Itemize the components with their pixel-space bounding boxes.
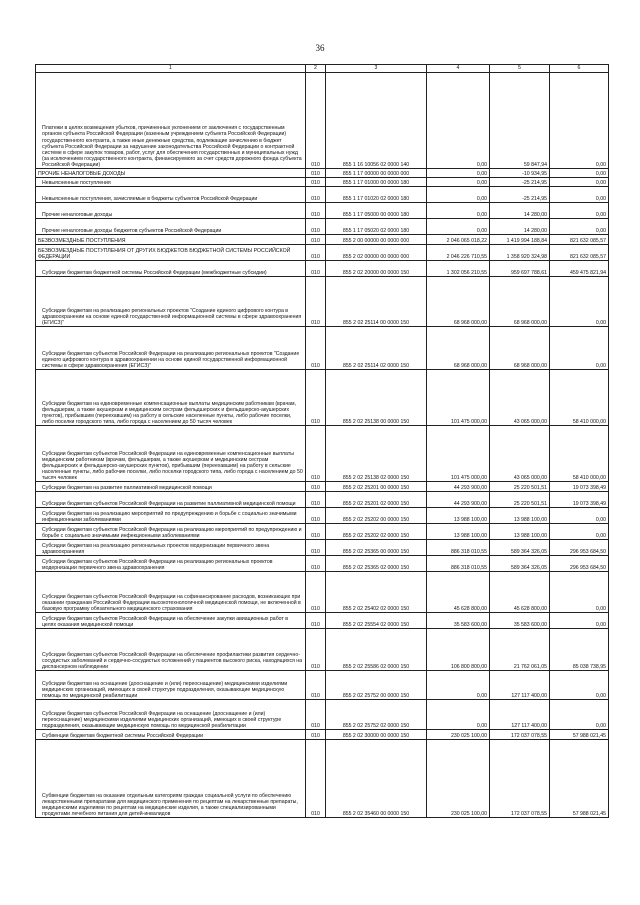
row-unexecuted-value: 0,00 <box>550 219 609 235</box>
row-plan-value: 0,00 <box>427 203 490 219</box>
row-code: 010 <box>306 730 326 740</box>
row-name: Платежи в целях возмещения убытков, причиненных уклонением от заключения с государственным органом субъекта Российской Федерации (казенным учреждением субъекта Российской Федерации) государственного контракта, а также иные денежные средства, подлежащие зачислению в бюджет субъекта Российской Федерации за нарушение законодательства Российской Федерации о контрактной системе в сфере закупок товаров, работ, услуг для обеспечения государственных и муниципальных нужд (за исключением государственного контракта, финансируемого за счет средств дорожного фонда субъекта Российской Федерации) <box>36 73 306 169</box>
table-row <box>36 700 609 730</box>
row-executed-value: 1 358 920 324,98 <box>490 245 550 261</box>
row-plan-value: 0,00 <box>427 178 490 187</box>
row-unexecuted-value: 0,00 <box>550 73 609 169</box>
row-name: Невыясненные поступления, зачисляемые в бюджеты субъектов Российской Федерации <box>36 187 306 203</box>
row-name: Прочие неналоговые доходы <box>36 203 306 219</box>
row-kbk-code: 855 2 02 25402 02 0000 150 <box>326 572 427 613</box>
row-unexecuted-value: 0,00 <box>550 187 609 203</box>
row-executed-value: 68 968 000,00 <box>490 277 550 327</box>
row-plan-value: 68 968 000,00 <box>427 327 490 370</box>
row-plan-value: 0,00 <box>427 187 490 203</box>
row-unexecuted-value: 459 475 821,94 <box>550 261 609 277</box>
row-plan-value: 0,00 <box>427 219 490 235</box>
row-plan-value: 886 318 010,55 <box>427 540 490 556</box>
row-name: Субвенции бюджетам на оказание отдельным категориям граждан социальной услуги по обеспечению лекарственными препаратами для медицинского применения по рецептам на лекарственные препараты, медицинскими изделиями по рецептам на медицинские изделия, а также специализированными продуктами лечебного питания для детей-инвалидов <box>36 740 306 818</box>
row-executed-value: 127 117 400,00 <box>490 700 550 730</box>
row-kbk-code: 855 1 17 05020 02 0000 180 <box>326 219 427 235</box>
row-kbk-code: 855 2 00 00000 00 0000 000 <box>326 235 427 245</box>
row-name: Субсидии бюджетам субъектов Российской Федерации на реализацию мероприятий по предупреждению и борьбе с социально значимыми инфекционными заболеваниями <box>36 524 306 540</box>
row-plan-value: 45 628 800,00 <box>427 572 490 613</box>
table-row <box>36 178 609 187</box>
row-plan-value: 1 302 056 210,55 <box>427 261 490 277</box>
row-executed-value: 13 988 100,00 <box>490 524 550 540</box>
row-unexecuted-value: 85 038 738,95 <box>550 629 609 671</box>
row-name: Субсидии бюджетам субъектов Российской Федерации на единовременные компенсационные выплаты медицинским работникам (врачам, фельдшерам, а также акушеркам и медицинским сестрам фельдшерских и фельдшерско-акушерских пунктов), прибывшим (переехавшим) на работу в сельские населенные пункты, либо рабочие поселки, либо поселки городского типа, либо города с населением до 50 тысяч человек <box>36 426 306 482</box>
row-plan-value: 44 293 900,00 <box>427 482 490 492</box>
row-kbk-code: 855 1 16 10056 02 0000 140 <box>326 73 427 169</box>
row-unexecuted-value: 19 073 398,49 <box>550 492 609 508</box>
row-name: Субсидии бюджетам субъектов Российской Федерации на развитие паллиативной медицинской помощи <box>36 492 306 508</box>
row-code: 010 <box>306 740 326 818</box>
row-name: Прочие неналоговые доходы бюджетов субъектов Российской Федерации <box>36 219 306 235</box>
row-code: 010 <box>306 629 326 671</box>
row-kbk-code: 855 2 02 25365 02 0000 150 <box>326 556 427 572</box>
row-executed-value: -25 214,95 <box>490 187 550 203</box>
row-code: 010 <box>306 540 326 556</box>
row-unexecuted-value: 821 632 085,57 <box>550 235 609 245</box>
column-header: 6 <box>550 65 609 73</box>
row-name: Субсидии бюджетам на единовременные компенсационные выплаты медицинским работникам (врачам, фельдшерам, а также акушеркам и медицинским сестрам фельдшерских и фельдшерско-акушерских пунктов), прибывшим (переехавшим) на работу в сельские населенные пункты, либо рабочие поселки, либо поселки городского типа, либо города с населением до 50 тысяч человек <box>36 370 306 426</box>
row-plan-value: 106 800 800,00 <box>427 629 490 671</box>
row-name: Субсидии бюджетам субъектов Российской Федерации на обеспечение профилактики развития сердечно-сосудистых заболеваний и сердечно-сосудистых осложнений у пациентов высокого риска, находящихся на диспансерном наблюдении <box>36 629 306 671</box>
column-number-row <box>36 65 609 73</box>
table-row <box>36 187 609 203</box>
row-unexecuted-value: 0,00 <box>550 203 609 219</box>
row-unexecuted-value: 57 988 021,45 <box>550 730 609 740</box>
row-kbk-code: 855 2 02 25201 00 0000 150 <box>326 482 427 492</box>
row-executed-value: 589 364 326,05 <box>490 556 550 572</box>
row-executed-value: 21 762 061,05 <box>490 629 550 671</box>
row-plan-value: 101 475 000,00 <box>427 426 490 482</box>
table-row <box>36 540 609 556</box>
row-plan-value: 13 988 100,00 <box>427 508 490 524</box>
table-row <box>36 572 609 613</box>
row-unexecuted-value: 0,00 <box>550 671 609 700</box>
table-row <box>36 556 609 572</box>
row-executed-value: -10 934,95 <box>490 169 550 178</box>
column-header: 4 <box>427 65 490 73</box>
row-name: БЕЗВОЗМЕЗДНЫЕ ПОСТУПЛЕНИЯ ОТ ДРУГИХ БЮДЖЕТОВ БЮДЖЕТНОЙ СИСТЕМЫ РОССИЙСКОЙ ФЕДЕРАЦИИ <box>36 245 306 261</box>
table-row <box>36 277 609 327</box>
row-name: БЕЗВОЗМЕЗДНЫЕ ПОСТУПЛЕНИЯ <box>36 235 306 245</box>
row-unexecuted-value: 296 953 684,50 <box>550 556 609 572</box>
column-header: 1 <box>36 65 306 73</box>
table-row <box>36 740 609 818</box>
row-code: 010 <box>306 261 326 277</box>
row-name: Субсидии бюджетам субъектов Российской Федерации на реализацию региональных проектов модернизации первичного звена здравоохранения <box>36 556 306 572</box>
row-executed-value: 59 847,94 <box>490 73 550 169</box>
row-unexecuted-value: 0,00 <box>550 613 609 629</box>
row-code: 010 <box>306 524 326 540</box>
row-executed-value: 1 419 994 188,84 <box>490 235 550 245</box>
row-kbk-code: 855 2 02 25554 02 0000 150 <box>326 613 427 629</box>
row-executed-value: 68 968 000,00 <box>490 327 550 370</box>
row-code: 010 <box>306 73 326 169</box>
table-row <box>36 370 609 426</box>
row-executed-value: 589 364 326,05 <box>490 540 550 556</box>
row-plan-value: 230 025 100,00 <box>427 730 490 740</box>
row-code: 010 <box>306 426 326 482</box>
row-code: 010 <box>306 187 326 203</box>
table-row <box>36 613 609 629</box>
row-plan-value: 0,00 <box>427 169 490 178</box>
table-row <box>36 261 609 277</box>
row-name: Субсидии бюджетам субъектов Российской Федерации на обеспечение закупки авиационных работ в целях оказания медицинской помощи <box>36 613 306 629</box>
row-plan-value: 2 046 226 710,55 <box>427 245 490 261</box>
table-row <box>36 219 609 235</box>
table-row <box>36 671 609 700</box>
row-unexecuted-value: 0,00 <box>550 524 609 540</box>
row-unexecuted-value: 0,00 <box>550 327 609 370</box>
row-unexecuted-value: 0,00 <box>550 508 609 524</box>
table-row <box>36 629 609 671</box>
row-code: 010 <box>306 572 326 613</box>
table-row <box>36 482 609 492</box>
row-executed-value: 959 697 788,61 <box>490 261 550 277</box>
row-plan-value: 35 583 600,00 <box>427 613 490 629</box>
row-kbk-code: 855 1 17 05000 00 0000 180 <box>326 203 427 219</box>
table-row <box>36 524 609 540</box>
row-unexecuted-value: 296 953 684,50 <box>550 540 609 556</box>
table-row <box>36 426 609 482</box>
row-code: 010 <box>306 235 326 245</box>
row-kbk-code: 855 2 02 25365 00 0000 150 <box>326 540 427 556</box>
row-name: Субвенции бюджетам бюджетной системы Российской Федерации <box>36 730 306 740</box>
row-executed-value: 25 220 501,51 <box>490 492 550 508</box>
row-plan-value: 886 318 010,55 <box>427 556 490 572</box>
row-code: 010 <box>306 482 326 492</box>
row-plan-value: 0,00 <box>427 671 490 700</box>
row-name: Субсидии бюджетам субъектов Российской Федерации на реализацию региональных проектов "Создание единого цифрового контура в здравоохранении на основе единой государственной информационной системы в сфере здравоохранения (ЕГИСЗ)" <box>36 327 306 370</box>
table-row <box>36 492 609 508</box>
row-plan-value: 0,00 <box>427 73 490 169</box>
row-executed-value: 35 583 600,00 <box>490 613 550 629</box>
row-kbk-code: 855 2 02 25114 00 0000 150 <box>326 277 427 327</box>
row-name: Субсидии бюджетам субъектов Российской Федерации на оснащение (дооснащение и (или) переоснащение) медицинскими изделиями медицинских организаций, имеющих в своей структуре подразделения, оказывающие медицинскую помощь по медицинской реабилитации <box>36 700 306 730</box>
row-unexecuted-value: 57 988 021,45 <box>550 740 609 818</box>
row-unexecuted-value: 19 073 398,49 <box>550 482 609 492</box>
row-kbk-code: 855 2 02 25752 00 0000 150 <box>326 671 427 700</box>
row-unexecuted-value: 821 632 085,57 <box>550 245 609 261</box>
row-plan-value: 0,00 <box>427 700 490 730</box>
row-kbk-code: 855 2 02 25201 02 0000 150 <box>326 492 427 508</box>
row-code: 010 <box>306 203 326 219</box>
row-name: ПРОЧИЕ НЕНАЛОГОВЫЕ ДОХОДЫ <box>36 169 306 178</box>
row-kbk-code: 855 2 02 25114 02 0000 150 <box>326 327 427 370</box>
row-plan-value: 44 293 900,00 <box>427 492 490 508</box>
row-kbk-code: 855 2 02 25202 00 0000 150 <box>326 508 427 524</box>
row-executed-value: 43 065 000,00 <box>490 370 550 426</box>
column-header: 3 <box>326 65 427 73</box>
row-unexecuted-value: 0,00 <box>550 169 609 178</box>
row-code: 010 <box>306 327 326 370</box>
row-code: 010 <box>306 277 326 327</box>
row-plan-value: 2 046 065 018,22 <box>427 235 490 245</box>
row-name: Субсидии бюджетам на оснащение (дооснащение и (или) переоснащение) медицинскими изделиями медицинских организаций, имеющих в своей структуре подразделения, оказывающие медицинскую помощь по медицинской реабилитации <box>36 671 306 700</box>
row-kbk-code: 855 2 02 20000 00 0000 150 <box>326 261 427 277</box>
row-name: Субсидии бюджетам субъектов Российской Федерации на софинансирование расходов, возникающих при оказании гражданам Российской Федерации высокотехнологичной медицинской помощи, не включенной в базовую программу обязательного медицинского страхования <box>36 572 306 613</box>
row-unexecuted-value: 0,00 <box>550 277 609 327</box>
row-executed-value: -25 214,95 <box>490 178 550 187</box>
row-executed-value: 172 037 078,55 <box>490 740 550 818</box>
row-name: Субсидии бюджетам на реализацию региональных проектов "Создание единого цифрового контура в здравоохранении на основе единой государственной информационной системы в сфере здравоохранения (ЕГИСЗ)" <box>36 277 306 327</box>
row-code: 010 <box>306 556 326 572</box>
row-code: 010 <box>306 178 326 187</box>
row-plan-value: 13 988 100,00 <box>427 524 490 540</box>
column-header: 2 <box>306 65 326 73</box>
row-kbk-code: 855 2 02 35460 00 0000 150 <box>326 740 427 818</box>
row-unexecuted-value: 58 410 000,00 <box>550 370 609 426</box>
row-code: 010 <box>306 370 326 426</box>
row-kbk-code: 855 1 17 01000 00 0000 180 <box>326 178 427 187</box>
row-executed-value: 45 628 800,00 <box>490 572 550 613</box>
row-name: Субсидии бюджетам на развитие паллиативной медицинской помощи <box>36 482 306 492</box>
row-name: Невыясненные поступления <box>36 178 306 187</box>
row-code: 010 <box>306 671 326 700</box>
row-executed-value: 43 065 000,00 <box>490 426 550 482</box>
row-code: 010 <box>306 508 326 524</box>
row-unexecuted-value: 58 410 000,00 <box>550 426 609 482</box>
table-row <box>36 508 609 524</box>
row-kbk-code: 855 2 02 25586 02 0000 150 <box>326 629 427 671</box>
table-row <box>36 73 609 169</box>
row-executed-value: 13 988 100,00 <box>490 508 550 524</box>
table-row <box>36 169 609 178</box>
row-kbk-code: 855 1 17 01020 02 0000 180 <box>326 187 427 203</box>
budget-table <box>35 64 609 818</box>
row-kbk-code: 855 2 02 25202 02 0000 150 <box>326 524 427 540</box>
row-executed-value: 14 280,00 <box>490 203 550 219</box>
row-name: Субсидии бюджетам бюджетной системы Российской Федерации (межбюджетные субсидии) <box>36 261 306 277</box>
row-executed-value: 127 117 400,00 <box>490 671 550 700</box>
row-code: 010 <box>306 700 326 730</box>
row-kbk-code: 855 2 02 25138 00 0000 150 <box>326 370 427 426</box>
row-code: 010 <box>306 492 326 508</box>
row-kbk-code: 855 2 02 25752 02 0000 150 <box>326 700 427 730</box>
row-executed-value: 14 280,00 <box>490 219 550 235</box>
row-code: 010 <box>306 169 326 178</box>
table-row <box>36 245 609 261</box>
row-plan-value: 230 025 100,00 <box>427 740 490 818</box>
column-header: 5 <box>490 65 550 73</box>
page-number: 36 <box>315 43 325 53</box>
row-kbk-code: 855 2 02 00000 00 0000 000 <box>326 245 427 261</box>
table-row <box>36 235 609 245</box>
row-plan-value: 101 475 000,00 <box>427 370 490 426</box>
table-row <box>36 730 609 740</box>
row-unexecuted-value: 0,00 <box>550 700 609 730</box>
row-executed-value: 25 220 501,51 <box>490 482 550 492</box>
table-row <box>36 203 609 219</box>
row-code: 010 <box>306 613 326 629</box>
row-code: 010 <box>306 245 326 261</box>
row-kbk-code: 855 2 02 25138 02 0000 150 <box>326 426 427 482</box>
row-kbk-code: 855 1 17 00000 00 0000 000 <box>326 169 427 178</box>
row-name: Субсидии бюджетам на реализацию мероприятий по предупреждению и борьбе с социально значимыми инфекционными заболеваниями <box>36 508 306 524</box>
row-plan-value: 68 968 000,00 <box>427 277 490 327</box>
row-code: 010 <box>306 219 326 235</box>
row-unexecuted-value: 0,00 <box>550 178 609 187</box>
row-kbk-code: 855 2 02 30000 00 0000 150 <box>326 730 427 740</box>
row-executed-value: 172 037 078,55 <box>490 730 550 740</box>
row-unexecuted-value: 0,00 <box>550 572 609 613</box>
table-row <box>36 327 609 370</box>
row-name: Субсидии бюджетам на реализацию региональных проектов модернизации первичного звена здравоохранения <box>36 540 306 556</box>
